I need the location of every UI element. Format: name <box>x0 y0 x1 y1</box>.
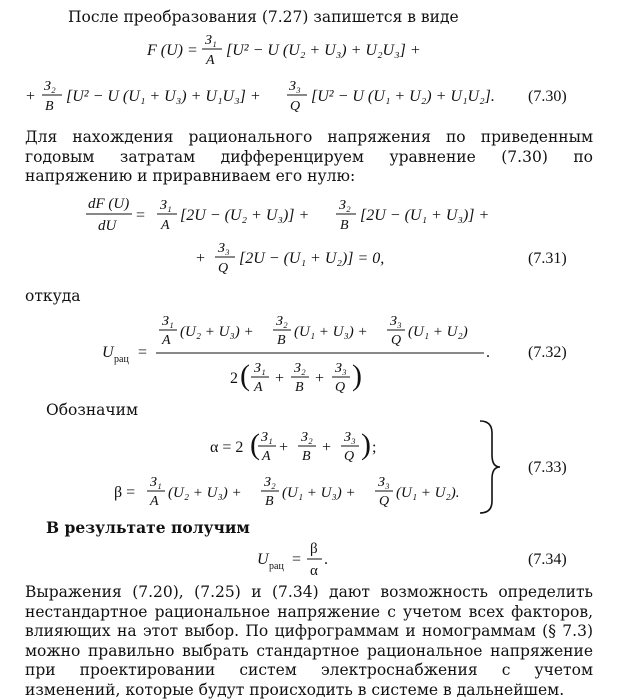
eq730-line2-lead: + <box>26 88 36 105</box>
eq733-beta-f2-num: З₂ <box>264 475 276 490</box>
eq733-beta-f3-den: Q <box>379 494 390 509</box>
eq732-num-f2-den: B <box>277 333 286 348</box>
eq733-beta-f3-num: З₃ <box>378 475 390 490</box>
equation-7-33 <box>0 415 619 515</box>
eq734-dot: . <box>324 551 328 568</box>
eq733-alpha-f2-num: З₂ <box>301 430 313 445</box>
eq731-frac2-num: З₂ <box>339 198 351 213</box>
paragraph-final: Выражения (7.20), (7.25) и (7.34) дают возможность определить нестандартное рациональное напряжение с учетом всех факторов, влияющих на этот выбор. По цифрограммам и номограммам (§ 7.3) можно правильно выбрать стандартное рациональное напряжение при проектировании систем электроснабжения с учетом изменений, которые будут происходить в системе в дальнейшем. <box>25 583 593 699</box>
eq732-num-p3: (U₁ + U₂) <box>408 324 468 340</box>
equation-7-32 <box>0 300 619 400</box>
equation-7-30 <box>0 0 619 120</box>
eq730-part1: [U² − U (U₁ + U₃) + U₁U₃] + <box>66 88 261 105</box>
eq730-frac1-den: B <box>45 99 54 114</box>
paragraph-differentiate: Для нахождения рационального напряжения по приведенным годовым затратам дифференцируем уравнение (7.30) по напряжению и приравниваем его нулю: <box>25 128 593 185</box>
eq733-beta-f1-den: A <box>150 494 159 509</box>
eq732-lhs: U <box>102 344 114 361</box>
eq731-frac1-num: З₁ <box>160 198 172 213</box>
eq730-frac2-den: Q <box>290 99 301 114</box>
eq732-den-f2-den: B <box>295 380 304 395</box>
eq733-alpha-end: ; <box>372 439 377 456</box>
eq730-frac-num: З₁ <box>205 33 217 48</box>
eq733-alpha-f3-num: З₃ <box>344 430 356 445</box>
eq733-alpha-plus1: + <box>279 439 289 456</box>
eq733-alpha-f1-den: A <box>262 449 271 464</box>
eq732-equals: = <box>138 344 148 361</box>
eq732-dot: . <box>486 344 490 361</box>
word-whence: откуда <box>25 287 81 305</box>
right-paren: ) <box>361 428 371 461</box>
eq734-num: β <box>310 541 318 557</box>
eq731-line2-lead: + <box>196 250 206 267</box>
eq733-beta-lhs: β = <box>114 484 136 501</box>
eq731-frac3-num: З₃ <box>218 241 230 256</box>
eq732-num-f2-num: З₂ <box>276 314 288 329</box>
eq733-alpha-f3-den: Q <box>344 449 355 464</box>
eq734-number: (7.34) <box>528 551 567 568</box>
eq732-den-f3-den: Q <box>335 380 346 395</box>
eq733-beta-f1-num: З₁ <box>150 475 162 490</box>
eq731-number: (7.31) <box>528 250 567 267</box>
result-line: В результате получим <box>46 518 250 537</box>
eq731-frac2-den: B <box>340 218 349 233</box>
eq732-den-f3-num: З₃ <box>335 361 347 376</box>
eq730-part2: [U² − U (U₁ + U₂) + U₁U₂]. <box>311 88 495 105</box>
eq732-number: (7.32) <box>528 344 567 361</box>
eq733-alpha-f1-num: З₁ <box>261 430 273 445</box>
intro-line: После преобразования (7.27) запишется в виде <box>68 8 459 26</box>
eq731-part2: [2U − (U₁ + U₃)] + <box>360 207 490 224</box>
eq730-line1-rhs: [U² − U (U₂ + U₃) + U₂U₃] + <box>226 42 421 59</box>
eq732-den-f1-den: A <box>254 380 263 395</box>
eq731-equals: = <box>136 207 146 224</box>
eq732-den-f2-num: З₂ <box>294 361 306 376</box>
eq733-beta-f2-den: B <box>265 494 274 509</box>
eq732-num-f3-den: Q <box>391 333 402 348</box>
eq734-den: α <box>310 563 318 579</box>
right-brace <box>480 421 500 513</box>
eq733-beta-p3: (U₁ + U₂). <box>396 485 460 501</box>
eq733-alpha-plus2: + <box>322 439 332 456</box>
eq732-den-plus1: + <box>275 370 285 387</box>
eq731-part1: [2U − (U₂ + U₃)] + <box>180 207 310 224</box>
eq734-lhs: U <box>257 551 269 568</box>
eq730-lhs: F (U) = <box>147 42 198 59</box>
eq732-den-plus2: + <box>315 370 325 387</box>
eq731-frac3-den: Q <box>218 261 229 276</box>
eq734-lhs-sub: рац <box>269 561 284 572</box>
eq733-alpha-lhs: α = 2 <box>210 439 244 456</box>
eq730-frac1-num: З₂ <box>44 79 56 94</box>
left-paren: ( <box>250 428 260 461</box>
eq733-beta-p1: (U₂ + U₃) + <box>168 485 242 501</box>
left-paren: ( <box>240 359 250 392</box>
eq731-part3: [2U − (U₁ + U₂)] = 0, <box>239 250 385 267</box>
eq732-num-f1-den: A <box>162 333 171 348</box>
eq730-number: (7.30) <box>528 88 567 105</box>
word-denote: Обозначим <box>46 401 139 419</box>
eq733-beta-p2: (U₁ + U₃) + <box>282 485 356 501</box>
eq732-num-p1: (U₂ + U₃) + <box>180 324 254 340</box>
eq732-lhs-sub: рац <box>114 354 129 365</box>
eq730-frac2-num: З₃ <box>289 79 301 94</box>
equation-7-34 <box>0 535 619 585</box>
eq734-equals: = <box>292 551 302 568</box>
eq732-num-f1-num: З₁ <box>162 314 174 329</box>
right-paren: ) <box>352 359 362 392</box>
eq732-den-lead: 2 <box>230 370 238 387</box>
eq731-lhs-den: dU <box>98 218 117 234</box>
eq730-frac-den: A <box>206 53 215 68</box>
eq732-num-f3-num: З₃ <box>390 314 402 329</box>
eq733-alpha-f2-den: B <box>302 449 311 464</box>
eq732-den-f1-num: З₁ <box>254 361 266 376</box>
eq732-num-p2: (U₁ + U₃) + <box>294 324 368 340</box>
eq731-lhs-num: dF (U) <box>88 196 130 212</box>
eq731-frac1-den: A <box>161 218 170 233</box>
eq733-number: (7.33) <box>528 459 567 476</box>
equation-7-31 <box>0 180 619 280</box>
